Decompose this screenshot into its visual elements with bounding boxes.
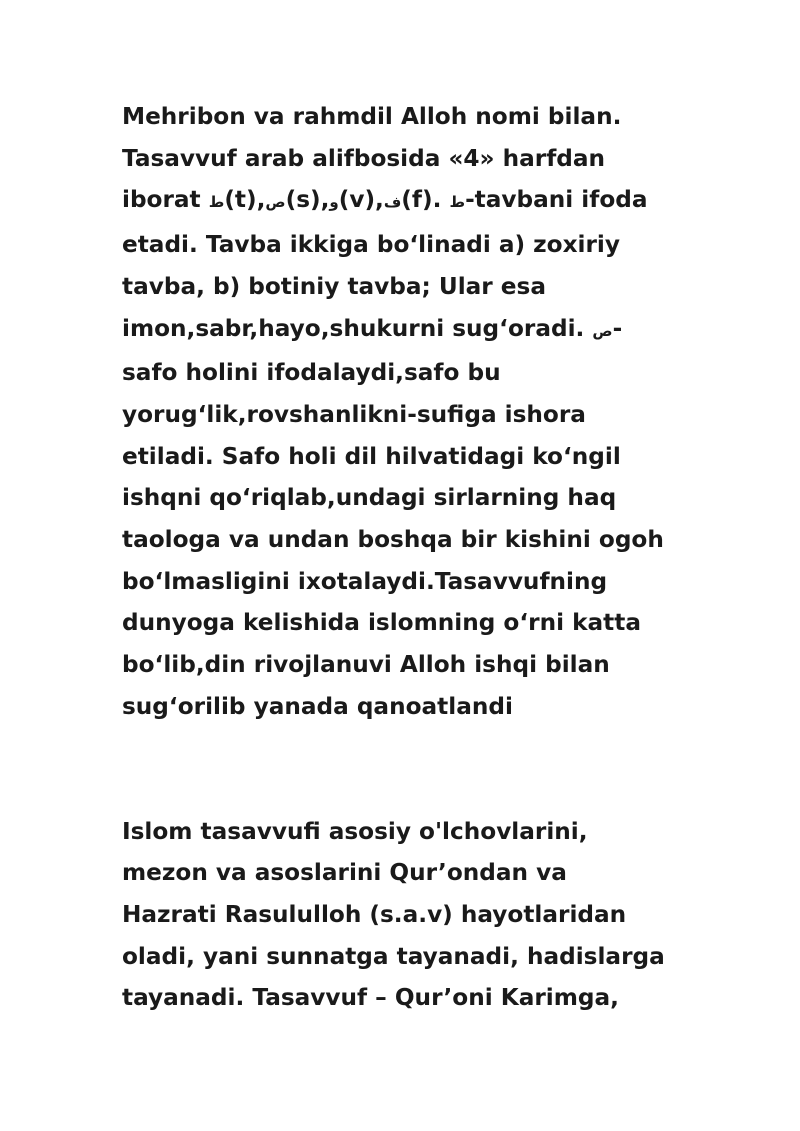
arabic-letter: و: [329, 193, 339, 212]
text-line: [122, 179, 692, 224]
paragraph-spacer: [122, 728, 692, 811]
text-line: etadi. Tavba ikkiga bo‘linadi a) zoxiriy: [122, 231, 620, 259]
paragraph-1: [122, 96, 692, 728]
arabic-letter: ط: [208, 193, 225, 212]
text-line: tavba, b) botiniy tavba; Ular esa: [122, 272, 546, 300]
text-line: etiladi. Safo holi dil hilvatidagi ko‘ngil: [122, 442, 621, 470]
text-segment: (t),: [224, 186, 266, 214]
document-body: [122, 96, 692, 1019]
text-line: bo‘lmasligini ixotalaydi.Tasavvufning: [122, 567, 608, 595]
text-segment: iborat: [122, 186, 209, 214]
text-line: safo holini ifodalaydi,safo bu: [122, 359, 501, 387]
text-line: ishqni qo‘riqlab,undagi sirlarning haq: [122, 484, 617, 512]
text-line: Mehribon va rahmdil Alloh nomi bilan.: [122, 103, 622, 130]
text-line: Islom tasavvufi asosiy o'lchovlarini,: [122, 817, 588, 845]
text-segment: (f).: [401, 186, 450, 214]
text-line: [122, 308, 692, 353]
text-line: mezon va asoslarini Qur’ondan va: [122, 859, 567, 887]
text-segment: (s),: [285, 186, 330, 214]
arabic-letter: ط: [449, 193, 466, 212]
text-line: taologa va undan boshqa bir kishini ogoh: [122, 526, 664, 554]
text-line: Hazrati Rasululloh (s.a.v) hayotlaridan: [122, 900, 627, 928]
text-segment: -tavbani ifoda: [465, 186, 648, 214]
text-segment: -: [612, 314, 623, 342]
text-line: dunyoga kelishida islomning o‘rni katta: [122, 609, 641, 637]
text-segment: imon,sabr,hayo,shukurni sug‘oradi.: [122, 314, 593, 342]
arabic-letter: ص: [592, 321, 613, 340]
arabic-letter: ص: [265, 193, 286, 212]
paragraph-2: [122, 811, 692, 1020]
text-line: bo‘lib,din rivojlanuvi Alloh ishqi bilan: [122, 651, 610, 679]
text-line: yorug‘lik,rovshanlikni-sufiga ishora: [122, 400, 586, 428]
arabic-letter: ف: [383, 193, 402, 212]
text-line: oladi, yani sunnatga tayanadi, hadislarga: [122, 942, 665, 970]
text-line: sug‘orilib yanada qanoatlandi: [122, 692, 513, 720]
text-line: tayanadi. Tasavvuf – Qur’oni Karimga,: [122, 984, 619, 1012]
text-line: Tasavvuf arab alifbosida «4» harfdan: [122, 144, 606, 172]
text-segment: (v),: [338, 186, 384, 214]
